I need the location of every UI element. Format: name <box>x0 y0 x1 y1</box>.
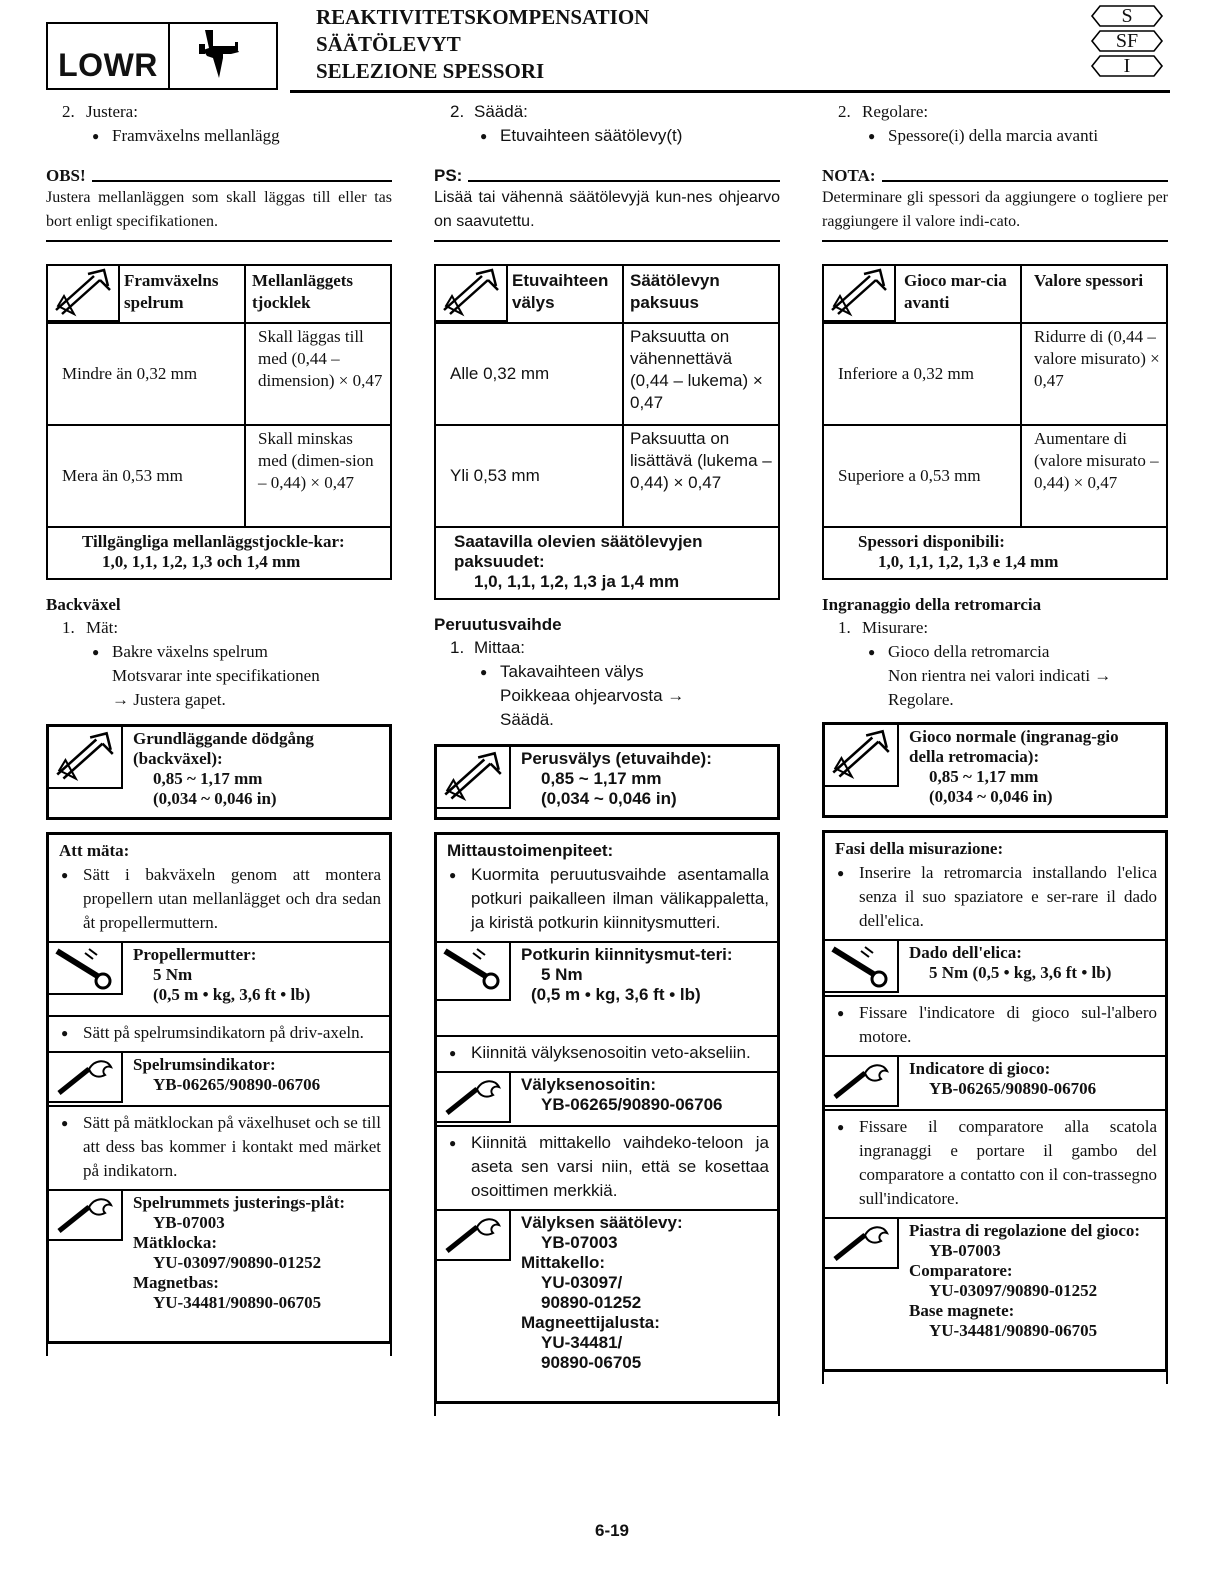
special-tool-icon <box>49 1053 123 1103</box>
step-1: 1. Misurare: <box>838 618 929 637</box>
note-text: Justera mellanläggen som skall läggas till eller tas bort enligt specifikationen. <box>46 186 392 242</box>
step-1-line1: Non rientra nei valori indicati → <box>888 666 1112 685</box>
note-text: Lisää tai vähennä säätölevyjä kun-nes ohjearvo on saavutettu. <box>434 186 780 242</box>
note-text: Determinare gli spessori da aggiungere o togliere per raggiungere il valore indi-cato. <box>822 186 1168 242</box>
step-1-line1: Motsvarar inte specifikationen <box>112 666 320 685</box>
note-title: NOTA: <box>822 166 1168 186</box>
table-row: Superiore a 0,53 mm Aumentare di (valore misurato – 0,44) × 0,47 <box>824 426 1166 528</box>
page-number: 6-19 <box>594 1521 630 1540</box>
attach-dial-gauge-text: ● Fissare il comparatore alla scatola ingranaggi e portare il gambo del comparatore a contatto con il con-trassegno sull'indicatore. <box>835 1115 1157 1211</box>
table-head-2: Valore spessori <box>1034 271 1144 290</box>
lang-badge-s: S <box>1090 4 1164 28</box>
caliper-icon <box>437 747 511 809</box>
procedure-block: Att mäta: ● Sätt i bakväxeln genom att montera propellern utan mellanlägget och dra sedan åt propellermuttern. Propellermutter: 5 Nm (0,5 m • kg, 3,6 ft • lb) ● Sätt på spelrumsindikatorn på driv-axeln. Spelrumsindikator: YB-06265/90890-06706 ● Sätt på mätklockan på växelhuset och se till att dess bas kommer i kontakt med märket på indikatorn. Spelrummets justerings-plåt: YB-07003 Mätklocka: YU-03097/90890-01252 Magnetbas: YU-34481/90890-06705 <box>46 832 392 1344</box>
torque-wrench-icon <box>49 943 123 995</box>
step-1-line2: Regolare. <box>888 690 954 709</box>
step-1-line2: → Justera gapet. <box>112 690 226 709</box>
torque-wrench-icon <box>437 943 511 1001</box>
header-rule <box>290 90 1170 93</box>
attach-indicator-text: ● Fissare l'indicatore di gioco sul-l'albero motore. <box>835 1001 1157 1049</box>
spec-basic-backlash: Gioco normale (ingranag-gio della retromacia): 0,85 ~ 1,17 mm (0,034 ~ 0,046 in) <box>822 722 1168 818</box>
step-1-bullet: ● Gioco della retromarcia <box>822 640 1168 664</box>
step-1-bullet: ● Takavaihteen välys <box>434 660 780 684</box>
table-footer: Tillgängliga mellanläggstjockle-kar: 1,0, 1,1, 1,2, 1,3 och 1,4 mm <box>82 532 345 571</box>
shim-table <box>46 264 392 580</box>
table-row: Yli 0,53 mm Paksuutta on lisättävä (lukema – 0,44) × 0,47 <box>436 426 778 528</box>
reverse-title: Backväxel <box>46 595 121 614</box>
reverse-title: Peruutusvaihde <box>434 615 562 634</box>
lower-unit-icon <box>170 24 276 88</box>
table-row: Mera än 0,53 mm Skall minskas med (dimen-sion – 0,44) × 0,47 <box>48 426 390 528</box>
table-footer: Saatavilla olevien säätölevyjen paksuudet: 1,0, 1,1, 1,2, 1,3 ja 1,4 mm <box>454 532 703 591</box>
special-tool-icon <box>825 1219 899 1269</box>
step-1-bullet: ● Bakre växelns spelrum <box>46 640 392 664</box>
table-head-2: Mellanläggets tjocklek <box>252 271 354 312</box>
table-row: Alle 0,32 mm Paksuutta on vähennettävä (0,44 – lukema) × 0,47 <box>436 324 778 426</box>
title-finnish: SÄÄTÖLEVYT <box>316 32 461 56</box>
step-2: 2. Regolare: <box>838 102 929 121</box>
procedure-block: Mittaustoimenpiteet: ● Kuormita peruutusvaihde asentamalla potkuri paikalleen ilman välikappaletta, ja kiristä potkurin kiinnitysmutteri. Potkurin kiinnitysmut-teri: 5 Nm (0,5 m • kg, 3,6 ft • lb) ● Kiinnitä välyksenosoitin veto-akseliin. Välyksenosoitin: YB-06265/90890-06706 ● Kiinnitä mittakello vaihdeko-teloon ja aseta sen varsi niin, että se kosettaa osoittimen merkkiä. Välyksen säätölevy: YB-07003 Mittakello: YU-03097/ 90890-01252 Magneettijalusta: YU-34481/ 90890-06705 <box>434 832 780 1404</box>
table-head-1: Framväxelns spelrum <box>124 271 219 312</box>
step-1: 1. Mittaa: <box>450 638 526 657</box>
caliper-icon <box>49 727 123 789</box>
step-1-line2: Säädä. <box>500 710 554 729</box>
procedure-block: Fasi della misurazione: ● Inserire la retromarcia installando l'elica senza il suo spaziatore e ser-rare il dado dell'elica. Dado dell'elica: 5 Nm (0,5 • kg, 3,6 ft • lb) ● Fissare l'indicatore di gioco sul-l'albero motore. Indicatore di gioco: YB-06265/90890-06706 ● Fissare il comparatore alla scatola ingranaggi e portare il gambo del comparatore a contatto con il con-trassegno sull'indicatore. Piastra di regolazione del gioco: YB-07003 Comparatore: YU-03097/90890-01252 Base magnete: YU-34481/90890-06705 <box>822 830 1168 1372</box>
step-2-bullet: ● Framväxelns mellanlägg <box>46 124 392 148</box>
table-footer: Spessori disponibili: 1,0, 1,1, 1,2, 1,3 e 1,4 mm <box>858 532 1059 571</box>
lang-badge-i: I <box>1090 54 1164 78</box>
spec-basic-backlash: Grundläggande dödgång (backväxel): 0,85 ~ 1,17 mm (0,034 ~ 0,046 in) <box>46 724 392 820</box>
attach-indicator-text: ● Sätt på spelrumsindikatorn på driv-axeln. <box>59 1021 381 1045</box>
caliper-icon <box>824 266 896 322</box>
caliper-icon <box>48 266 120 322</box>
column-swedish <box>46 100 392 1356</box>
section-code: LOWR <box>48 24 170 88</box>
attach-dial-gauge-text: ● Sätt på mätklockan på växelhuset och se till att dess bas kommer i kontakt med märket på indikatorn. <box>59 1111 381 1183</box>
title-italian: SELEZIONE SPESSORI <box>316 59 545 83</box>
special-tool-icon <box>437 1073 511 1123</box>
section-tab <box>46 22 278 90</box>
column-finnish <box>434 100 780 1416</box>
torque-wrench-icon <box>825 941 899 993</box>
spec-basic-backlash: Perusvälys (etuvaihde): 0,85 ~ 1,17 mm (0,034 ~ 0,046 in) <box>434 744 780 820</box>
title-swedish: REAKTIVITETSKOMPENSATION <box>316 5 650 29</box>
shim-table <box>822 264 1168 580</box>
note-title: PS: <box>434 166 780 186</box>
caliper-icon <box>825 725 899 787</box>
lang-badge-sf: SF <box>1090 29 1164 53</box>
table-head-1: Gioco mar-cia avanti <box>904 271 1007 312</box>
note-title: OBS! <box>46 166 392 186</box>
shim-table <box>434 264 780 600</box>
step-2: 2. Justera: <box>62 102 138 121</box>
column-italian <box>822 100 1168 1384</box>
step-2: 2. Säädä: <box>450 102 528 121</box>
language-badges <box>1090 4 1166 79</box>
step-1-line1: Poikkeaa ohjearvosta → <box>500 686 685 705</box>
special-tool-icon <box>437 1211 511 1261</box>
attach-indicator-text: ● Kiinnitä välyksenosoitin veto-akseliin. <box>447 1041 769 1065</box>
step-2-bullet: ● Spessore(i) della marcia avanti <box>822 124 1168 148</box>
reverse-title: Ingranaggio della retromarcia <box>822 595 1042 614</box>
table-head-1: Etuvaihteen välys <box>512 271 609 312</box>
page-titles <box>316 4 649 85</box>
step-1: 1. Mät: <box>62 618 119 637</box>
table-row: Inferiore a 0,32 mm Ridurre di (0,44 – valore misurato) × 0,47 <box>824 324 1166 426</box>
table-head-2: Säätölevyn paksuus <box>630 271 720 312</box>
table-row: Mindre än 0,32 mm Skall läggas till med (0,44 – dimension) × 0,47 <box>48 324 390 426</box>
special-tool-icon <box>825 1057 899 1107</box>
caliper-icon <box>436 266 508 322</box>
special-tool-icon <box>49 1191 123 1241</box>
step-2-bullet: ● Etuvaihteen säätölevy(t) <box>434 124 780 148</box>
attach-dial-gauge-text: ● Kiinnitä mittakello vaihdeko-teloon ja aseta sen varsi niin, että se kosettaa osoittimen merkkiä. <box>447 1131 769 1203</box>
